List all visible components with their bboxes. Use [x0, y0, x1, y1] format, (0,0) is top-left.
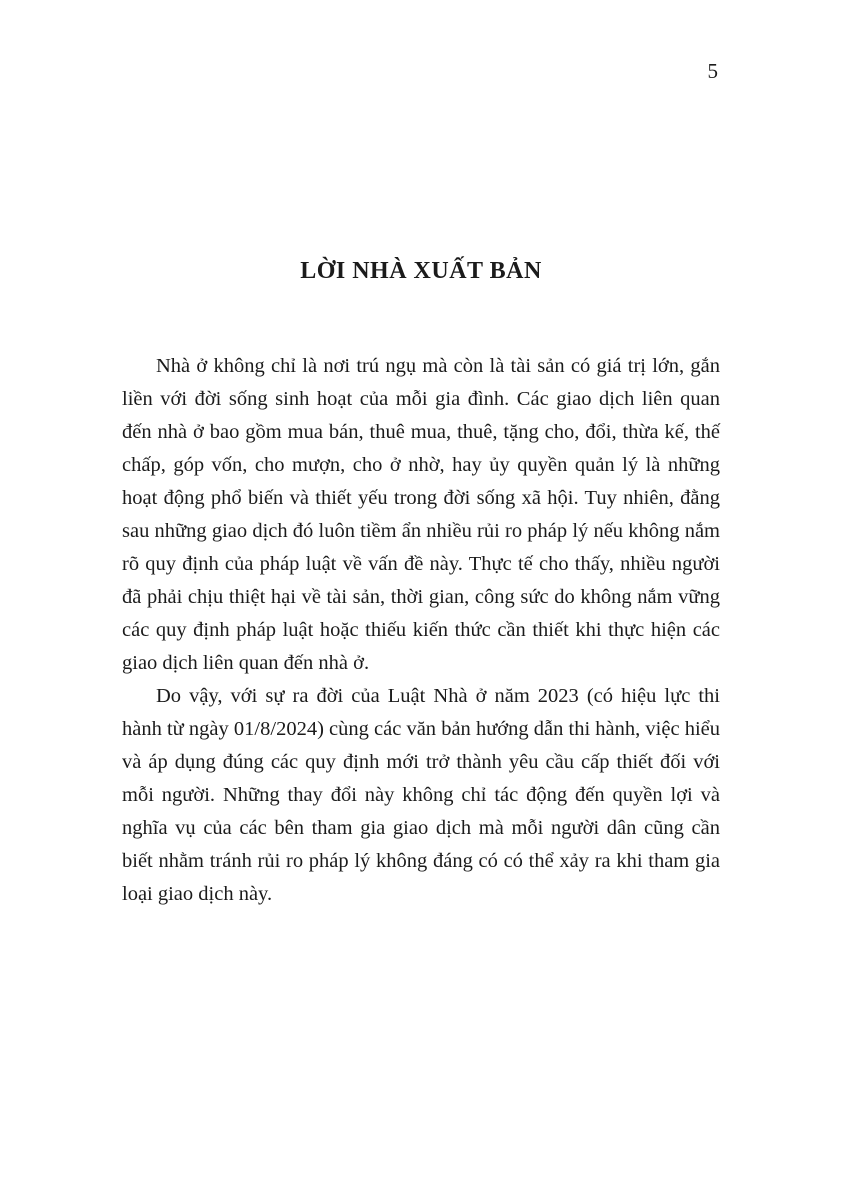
paragraph: Do vậy, với sự ra đời của Luật Nhà ở năm 2023 (có hiệu lực thi hành từ ngày 01/8/2024) cùng các văn bản hướng dẫn thi hành, việc hiểu và áp dụng đúng các quy định mới trở thành yêu cầu cấp thiết đối với mỗi người. Những thay đổi này không chỉ tác động đến quyền lợi và nghĩa vụ của các bên tham gia giao dịch mà mỗi người dân cũng cần biết nhằm tránh rủi ro pháp lý không đáng có có thể xảy ra khi tham gia loại giao dịch này. [122, 685, 720, 905]
page-number: 5 [707, 59, 718, 83]
paragraph: Nhà ở không chỉ là nơi trú ngụ mà còn là tài sản có giá trị lớn, gắn liền với đời sống sinh hoạt của mỗi gia đình. Các giao dịch liên quan đến nhà ở bao gồm mua bán, thuê mua, thuê, tặng cho, đổi, thừa kế, thế chấp, góp vốn, cho mượn, cho ở nhờ, hay ủy quyền quản lý là những hoạt động phổ biến và thiết yếu trong đời sống xã hội. Tuy nhiên, đằng sau những giao dịch đó luôn tiềm ẩn nhiều rủi ro pháp lý nếu không nắm rõ quy định của pháp luật về vấn đề này. Thực tế cho thấy, nhiều người đã phải chịu thiệt hại về tài sản, thời gian, công sức do không nắm vững các quy định pháp luật hoặc thiếu kiến thức cần thiết khi thực hiện các giao dịch liên quan đến nhà ở. [122, 355, 720, 674]
chapter-body [122, 350, 720, 911]
chapter-title: LỜI NHÀ XUẤT BẢN [300, 258, 542, 284]
